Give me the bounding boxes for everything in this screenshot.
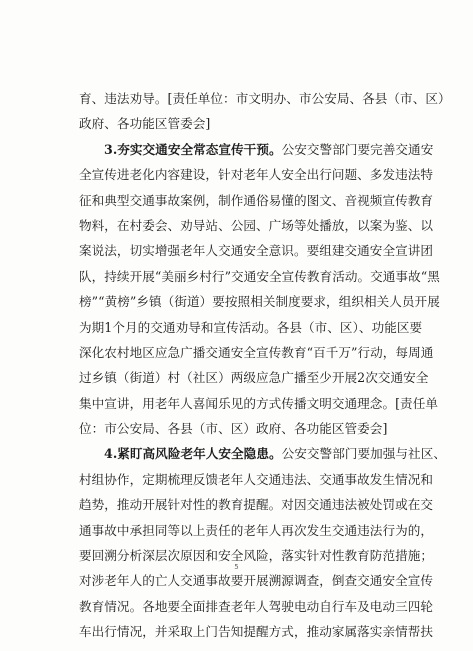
line-text: 趋势，推动开展针对性的教育提醒。对因交通违法被处罚或在交 <box>79 497 434 513</box>
text-line <box>79 315 423 340</box>
line-text: 育、违法劝导。[责任单位：市文明办、市公安局、各县（市、区） <box>79 91 451 106</box>
line-text: 通事故中承担同等以上责任的老年人再次发生交通违法行为的， <box>79 522 434 538</box>
line-text: 公安交警部门要完善交通安 <box>281 141 434 157</box>
text-line <box>79 365 429 390</box>
line-text: 榜”“黄榜”乡镇（街道）要按照相关制度要求，组织相关人员开展 <box>79 294 440 310</box>
text-line <box>79 391 438 416</box>
section-heading: 4.紧盯高风险老年人安全隐患。 <box>104 446 282 462</box>
line-text: 物料，在村委会、劝导站、公园、广场等处播放，以案为鉴、以 <box>79 217 434 233</box>
text-line <box>79 619 434 644</box>
text-line <box>79 441 446 466</box>
text-line <box>79 238 434 263</box>
line-text: 全宣传进老化内容建设，针对老年人安全出行问题、多发违法特 <box>79 167 434 183</box>
text-line <box>79 492 434 517</box>
line-text: 车出行情况，并采取上门告知提醒方式，推动家属落实亲情帮扶 <box>79 624 434 640</box>
line-text: 要回溯分析深层次原因和安全风险，落实针对性教育防范措施； <box>79 548 434 564</box>
line-text: 村组协作，定期梳理反馈老年人交通违法、交通事故发生情况和 <box>79 471 434 487</box>
text-line <box>79 137 434 162</box>
text-line <box>79 162 434 187</box>
line-text: 征和典型交通事故案例，制作通俗易懂的图文、音视频宣传教育 <box>79 192 434 208</box>
text-line <box>79 340 434 365</box>
text-line <box>79 594 434 619</box>
section-heading: 3.夯实交通安全常态宣传干预。 <box>104 141 282 157</box>
line-text: 队，持续开展“美丽乡村行”交通安全宣传教育活动。交通事故“黑 <box>79 268 440 284</box>
text-line <box>79 188 434 213</box>
line-text: 政府、各功能区管委会] <box>79 116 211 132</box>
line-text: 深化农村地区应急广播交通安全宣传教育“百千万”行动，每周通 <box>79 344 434 360</box>
text-line <box>79 568 434 593</box>
line-text: 案说法，切实增强老年人交通安全意识。要组建交通安全宣讲团 <box>79 243 434 259</box>
text-line <box>79 264 440 289</box>
line-text: 公安交警部门要加强与社区、 <box>281 446 446 462</box>
line-text: 为期1个月的交通劝导和宣传活动。各县（市、区）、功能区要 <box>79 319 423 335</box>
text-line <box>79 213 434 238</box>
text-line <box>79 518 434 543</box>
text-line <box>79 416 408 441</box>
text-line <box>79 289 440 314</box>
line-text: 集中宣讲，用老年人喜闻乐见的方式传播文明交通理念。[责任单 <box>79 395 438 411</box>
document-body <box>79 86 451 645</box>
line-text: 位：市公安局、各县（市、区）政府、各功能区管委会] <box>79 421 388 437</box>
text-line <box>79 111 408 136</box>
text-line <box>79 86 451 111</box>
page-number: 5 <box>234 563 239 571</box>
text-line <box>79 467 434 492</box>
line-text: 过乡镇（街道）村（社区）两级应急广播至少开展2次交通安全 <box>79 370 429 386</box>
line-text: 教育情况。各地要全面排查老年人驾驶电动自行车及电动三四轮 <box>79 598 434 614</box>
line-text: 对涉老年人的亡人交通事故要开展溯源调查，倒查交通安全宣传 <box>79 573 434 589</box>
